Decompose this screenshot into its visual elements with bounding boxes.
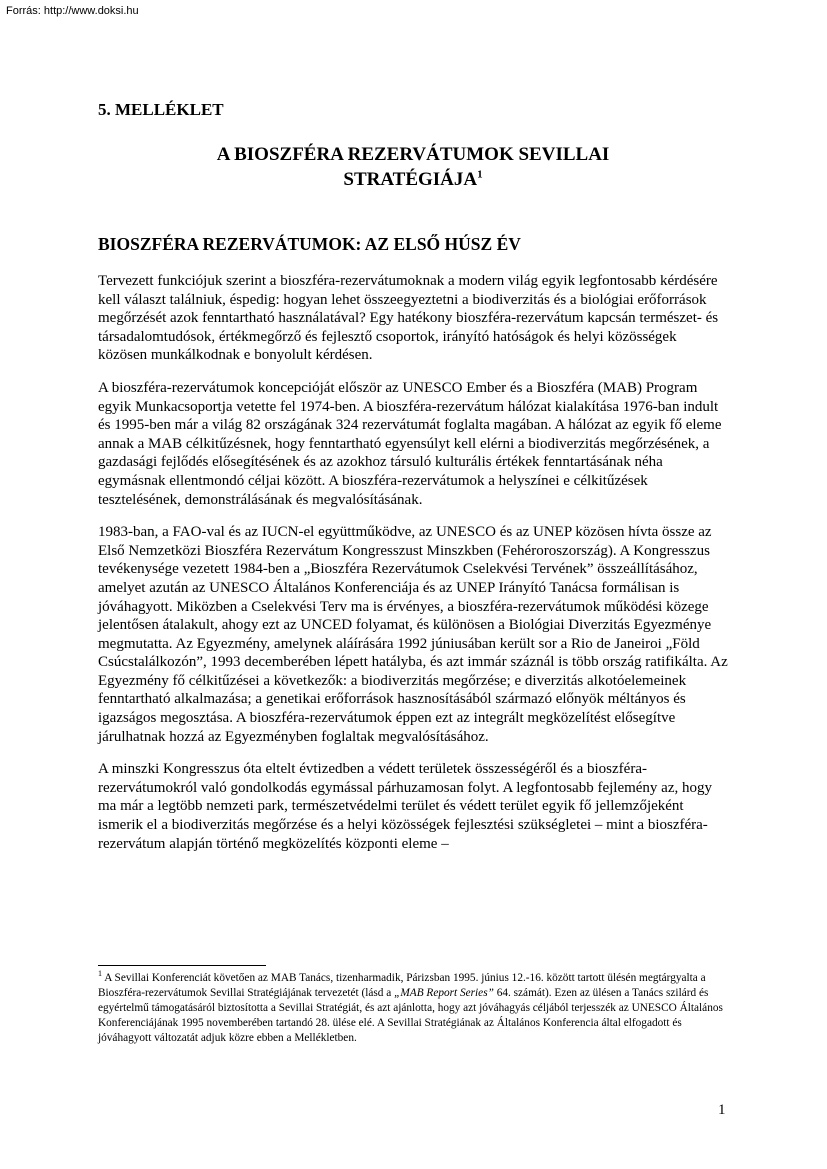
footnote bbox=[98, 971, 728, 1046]
footnote-text-after: 64. számát). Ezen az ülésen a Tanács szilárd és egyértelmű támogatásáról biztosította a Sevillai Stratégiát, és azt ajánlotta, hogy azt jóváhagyás céljából terjesszék az UNESCO Általános Konferenciájának 1995 novemberében tartandó 28. ülése elé. A Sevillai Stratégiának az Általános Konferencia által elfogadott és jóváhagyott változatát adjuk közre ebben a Mellékletben. bbox=[98, 987, 723, 1044]
paragraph-3: 1983-ban, a FAO-val és az IUCN-el együttműködve, az UNESCO és az UNEP közösen hívta össze az Első Nemzetközi Bioszféra Rezervátum Kongresszust Minszkben (Fehéroroszország). A Kongresszus tevékenysége vezetett 1984-ben a „Bioszféra Rezervátumok Cselekvési Tervének” összeállításához, amelyet azután az UNESCO Általános Konferenciája és az UNEP Irányító Tanácsa formálisan is jóváhagyott. Miközben a Cselekvési Terv ma is érvényes, a bioszféra-rezervátumok működési közege jelentősen átalakult, ahogy ezt az UNCED folyamat, és különösen a Biológiai Diverzitás Egyezménye megmutatta. Az Egyezmény, amelynek aláírására 1992 júniusában került sor a Rio de Janeiroi „Föld Csúcstalálkozón”, 1993 decemberében lépett hatályba, és azt immár száznál is több ország ratifikálta. Az Egyezmény fő célkitűzései a következők: a biodiverzitás megőrzése; e diverzitás alkotóelemeinek fenntartható alkalmazása; a genetikai erőforrások hasznosításából származó előnyök méltányos és igazságos megosztása. A bioszféra-rezervátumok éppen ezt az integrált megközelítést elősegítve járulhatnak hozzá az Egyezményben foglaltak megvalósításához. bbox=[98, 524, 728, 745]
document-title bbox=[98, 142, 728, 192]
paragraph-2: A bioszféra-rezervátumok koncepcióját először az UNESCO Ember és a Bioszféra (MAB) Program egyik Munkacsoportja vetette fel 1974-ben. A bioszféra-rezervátum hálózat kialakítása 1976-ban indult és 1995-ben már a világ 82 országának 324 rezervátumát foglalta magában. A hálózat az egyik fő eleme annak a MAB célkitűzésnek, hogy fenntartható egyensúlyt kell elérni a biodiverzitás megőrzésének, a gazdasági fejlődés elősegítésének és az azokhoz társuló kulturális értékek fenntartásának néha egymásnak ellentmondó céljai között. A bioszféra-rezervátumok a helyszínei e célkitűzések tesztelésének, demonstrálásának és megvalósításának. bbox=[98, 379, 722, 508]
title-footnote-ref[interactable]: 1 bbox=[477, 168, 483, 181]
source-label: Forrás: http://www.doksi.hu bbox=[6, 5, 139, 17]
paragraph-1: Tervezett funkciójuk szerint a bioszféra-rezervátumoknak a modern világ egyik legfontosabb kérdésére kell választ találniuk, éspedig: hogyan lehet összeegyeztetni a biodiverzitás és a biológiai erőforrások megőrzését azok fenntartható használatával? Egy hatékony bioszféra-rezervátum kapcsán természet- és társadalomtudósok, értékmegőrző és fejlesztő csoportok, irányító hatóságok és helyi közösségek közösen munkálkodnak e bonyolult kérdésen. bbox=[98, 273, 719, 364]
title-line-2 bbox=[98, 167, 728, 192]
annex-heading: 5. MELLÉKLET bbox=[98, 100, 224, 119]
footnote-divider bbox=[98, 965, 266, 966]
paragraph-4: A minszki Kongresszus óta eltelt évtizedben a védett területek összességéről és a bioszféra-rezervátumokról való gondolkodás egymással párhuzamosan folyt. A legfontosabb fejlemény az, hogy ma már a legtöbb nemzeti park, természetvédelmi terület és védett terület egyik fő jellemzőjeként ismerik el a biodiverzitás megőrzése és a helyi közösségek fejlesztési szükségletei – mint a bioszféra-rezervátum alapján történő megközelítés központi eleme – bbox=[98, 761, 712, 852]
footnote-italic: „MAB Report Series” bbox=[394, 987, 494, 999]
title-line-2-text: STRATÉGIÁJA bbox=[343, 169, 478, 190]
footnote-text-before: A Sevillai Konferenciát követően az MAB Tanács, tizenharmadik, Párizsban 1995. június 12.-16. között tartott ülésén megtárgyalta a Bioszféra-rezervátumok Sevillai Stratégiájának tervezetét (lásd a bbox=[98, 972, 706, 999]
page-number: 1 bbox=[718, 1102, 726, 1118]
title-line-1: A BIOSZFÉRA REZERVÁTUMOK SEVILLAI bbox=[216, 144, 610, 165]
body-text bbox=[98, 272, 728, 867]
section-heading: BIOSZFÉRA REZERVÁTUMOK: AZ ELSŐ HÚSZ ÉV bbox=[98, 234, 521, 254]
footnote-number: 1 bbox=[98, 969, 102, 979]
